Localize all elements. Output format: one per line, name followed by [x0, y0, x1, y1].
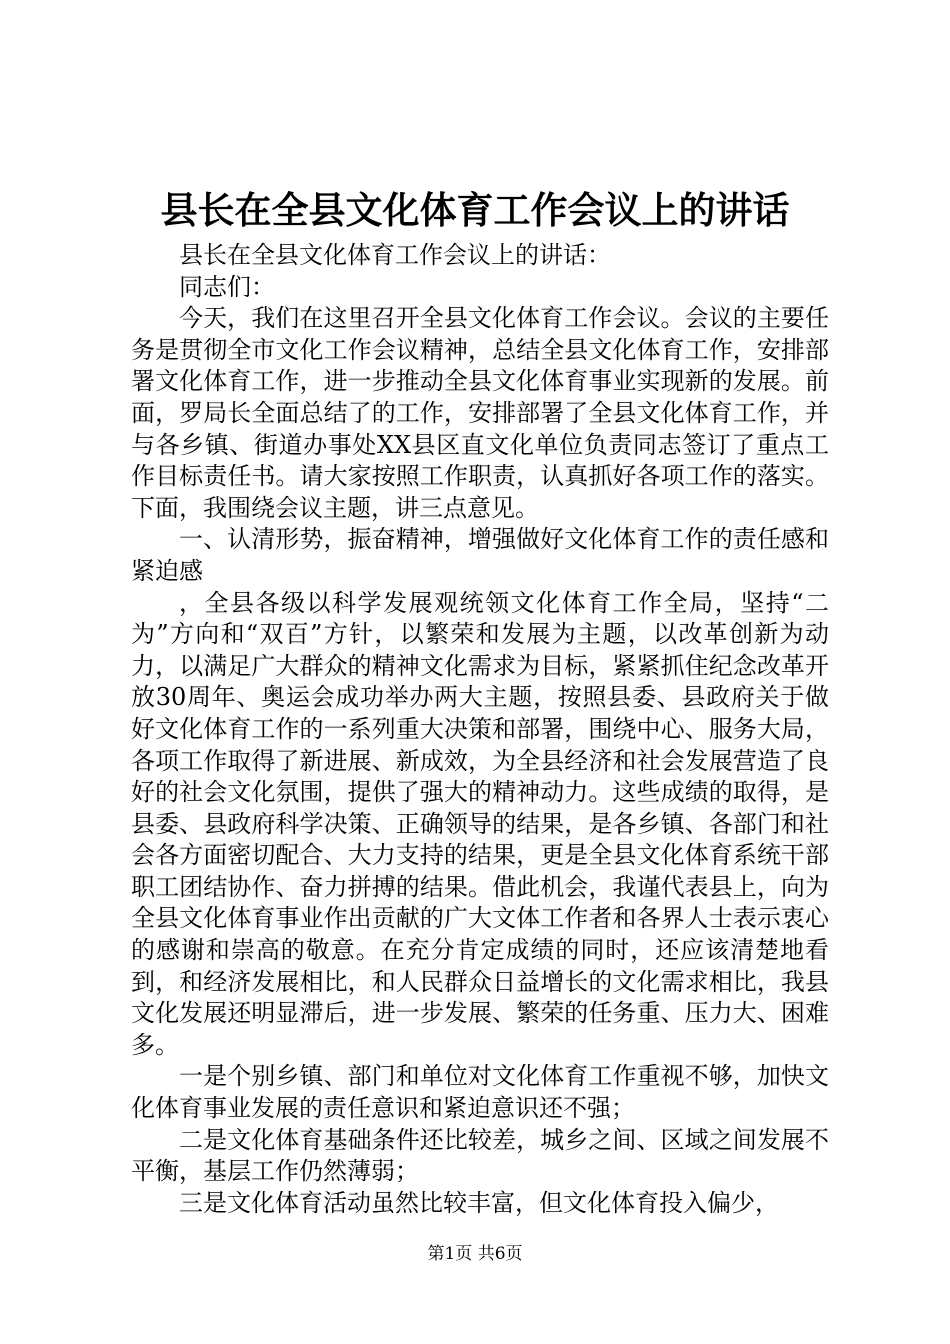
paragraph-problem-two: 二是文化体育基础条件还比较差，城乡之间、区域之间发展不平衡，基层工作仍然薄弱；: [131, 1125, 829, 1186]
paragraph-heading-repeat: 县长在全县文化体育工作会议上的讲话：: [179, 241, 611, 269]
paragraph-achievements: ，全县各级以科学发展观统领文化体育工作全局，坚持“二为”方向和“双百”方针，以繁荣和发展为主题，以改革创新为动力，以满足广大群众的精神文化需求为目标，紧紧抓住纪念改革开放30周年、奥运会成功举办两大主题，按照县委、县政府关于做好文化体育工作的一系列重大决策和部署，围绕中心、服务大局，各项工作取得了新进展、新成效，为全县经济和社会发展营造了良好的社会文化氛围，提供了强大的精神动力。这些成绩的取得，是县委、县政府科学决策、正确领导的结果，是各乡镇、各部门和社会各方面密切配合、大力支持的结果，更是全县文化体育系统干部职工团结协作、奋力拼搏的结果。借此机会，我谨代表县上，向为全县文化体育事业作出贡献的广大文体工作者和各界人士表示衷心的感谢和崇高的敬意。在充分肯定成绩的同时，还应该清楚地看到，和经济发展相比，和人民群众日益增长的文化需求相比，我县文化发展还明显滞后，进一步发展、繁荣的任务重、压力大、困难多。: [131, 588, 829, 1059]
paragraph-opening: 今天，我们在这里召开全县文化体育工作会议。会议的主要任务是贯彻全市文化工作会议精神，总结全县文化体育工作，安排部署文化体育工作，进一步推动全县文化体育事业实现新的发展。前面，罗局长全面总结了的工作，安排部署了全县文化体育工作，并与各乡镇、街道办事处XX县区直文化单位负责同志签订了重点工作目标责任书。请大家按照工作职责，认真抓好各项工作的落实。下面，我围绕会议主题，讲三点意见。: [131, 304, 829, 522]
document-body: [131, 240, 829, 1219]
document-title: 县长在全县文化体育工作会议上的讲话: [160, 188, 790, 232]
paragraph-problem-three: 三是文化体育活动虽然比较丰富，但文化体育投入偏少，: [179, 1188, 779, 1217]
paragraph-problem-one: 一是个别乡镇、部门和单位对文化体育工作重视不够，加快文化体育事业发展的责任意识和紧迫意识还不强；: [131, 1062, 829, 1123]
paragraph-section-one-heading: 一、认清形势，振奋精神，增强做好文化体育工作的责任感和紧迫感: [131, 525, 829, 585]
paragraph-salutation: 同志们：: [179, 272, 275, 301]
page-footer: 第1页 共6页: [427, 1244, 523, 1264]
